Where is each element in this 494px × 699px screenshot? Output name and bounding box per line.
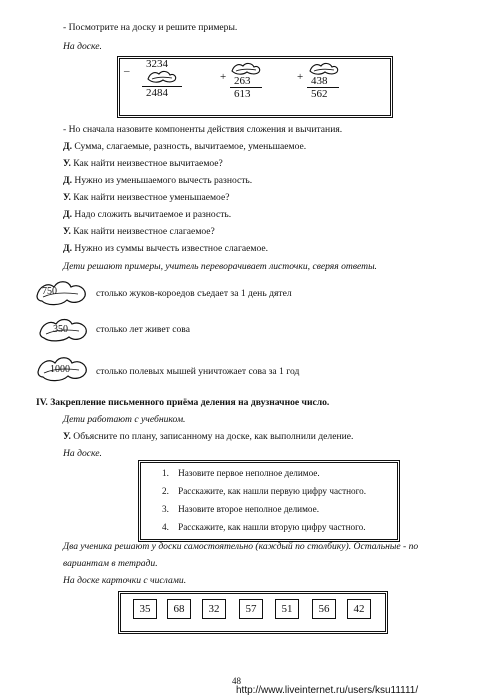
number-card: 32: [202, 599, 226, 619]
plan-board: [138, 460, 400, 542]
board-examples: [117, 56, 393, 118]
work-note: Дети работают с учебником.: [63, 414, 186, 425]
leaf-number: 1000: [50, 364, 70, 375]
leaf-card-icon: [230, 62, 262, 76]
dialogue-line: У. Как найти неизвестное уменьшаемое?: [63, 192, 230, 203]
plus-sign: +: [297, 71, 304, 83]
dialogue-line: Д. Надо сложить вычитаемое и разность.: [63, 209, 232, 220]
leaf-card-icon: [308, 62, 340, 76]
number-card: 35: [133, 599, 157, 619]
difference: 2484: [146, 87, 168, 99]
leaf-caption: столько лет живет сова: [96, 324, 190, 335]
plan-item: 1. Назовите первое неполное делимое.: [162, 468, 320, 478]
plan-item: 3. Назовите второе неполное делимое.: [162, 504, 319, 514]
addend: 263: [234, 75, 251, 87]
number-card: 56: [312, 599, 336, 619]
dialogue-line: Д. Нужно из суммы вычесть известное слагаемое.: [63, 243, 269, 254]
leaf-number: 750: [42, 286, 57, 297]
dialogue-line: - Но сначала назовите компоненты действия сложения и вычитания.: [63, 124, 343, 135]
leaf-number: 350: [53, 324, 68, 335]
plus-sign: +: [220, 71, 227, 83]
check-answers-note: Дети решают примеры, учитель переворачивает листочки, сверяя ответы.: [63, 261, 377, 272]
watermark-url: http://www.liveinternet.ru/users/ksu11111/: [236, 685, 419, 696]
dialogue-line: У. Как найти неизвестное вычитаемое?: [63, 158, 223, 169]
minuend: 3234: [146, 58, 168, 70]
dialogue-line: Д. Сумма, слагаемые, разность, вычитаемое, уменьшаемое.: [63, 141, 307, 152]
number-card: 57: [239, 599, 263, 619]
plan-item: 2. Расскажите, как нашли первую цифру частного.: [162, 486, 367, 496]
minus-sign: –: [124, 65, 130, 77]
sum: 613: [234, 88, 251, 100]
number-card: 68: [167, 599, 191, 619]
number-card: 51: [275, 599, 299, 619]
leaf-card-icon: [146, 70, 178, 84]
addend: 438: [311, 75, 328, 87]
section-heading: IV. Закрепление письменного приёма деления на двузначное число.: [36, 397, 330, 408]
two-students-note: Два ученика решают у доски самостоятельно (каждый по столбику). Остальные - по: [63, 541, 419, 552]
leaf-caption: столько полевых мышей уничтожает сова за 1 год: [96, 366, 300, 377]
two-students-note-cont: вариантам в тетради.: [63, 558, 158, 569]
instruction-line: - Посмотрите на доску и решите примеры.: [63, 22, 238, 33]
on-board-label: На доске.: [63, 448, 102, 459]
number-card: 42: [347, 599, 371, 619]
on-board-label: На доске.: [63, 41, 102, 52]
page-number: 48: [232, 676, 241, 686]
plan-item: 4. Расскажите, как нашли вторую цифру частного.: [162, 522, 366, 532]
leaf-caption: столько жуков-короедов съедает за 1 день дятел: [96, 288, 292, 299]
sum: 562: [311, 88, 328, 100]
cards-label: На доске карточки с числами.: [63, 575, 187, 586]
teacher-question: У. Объясните по плану, записанному на доске, как выполнили деление.: [63, 431, 354, 442]
dialogue-line: Д. Нужно из уменьшаемого вычесть разность.: [63, 175, 253, 186]
dialogue-line: У. Как найти неизвестное слагаемое?: [63, 226, 215, 237]
